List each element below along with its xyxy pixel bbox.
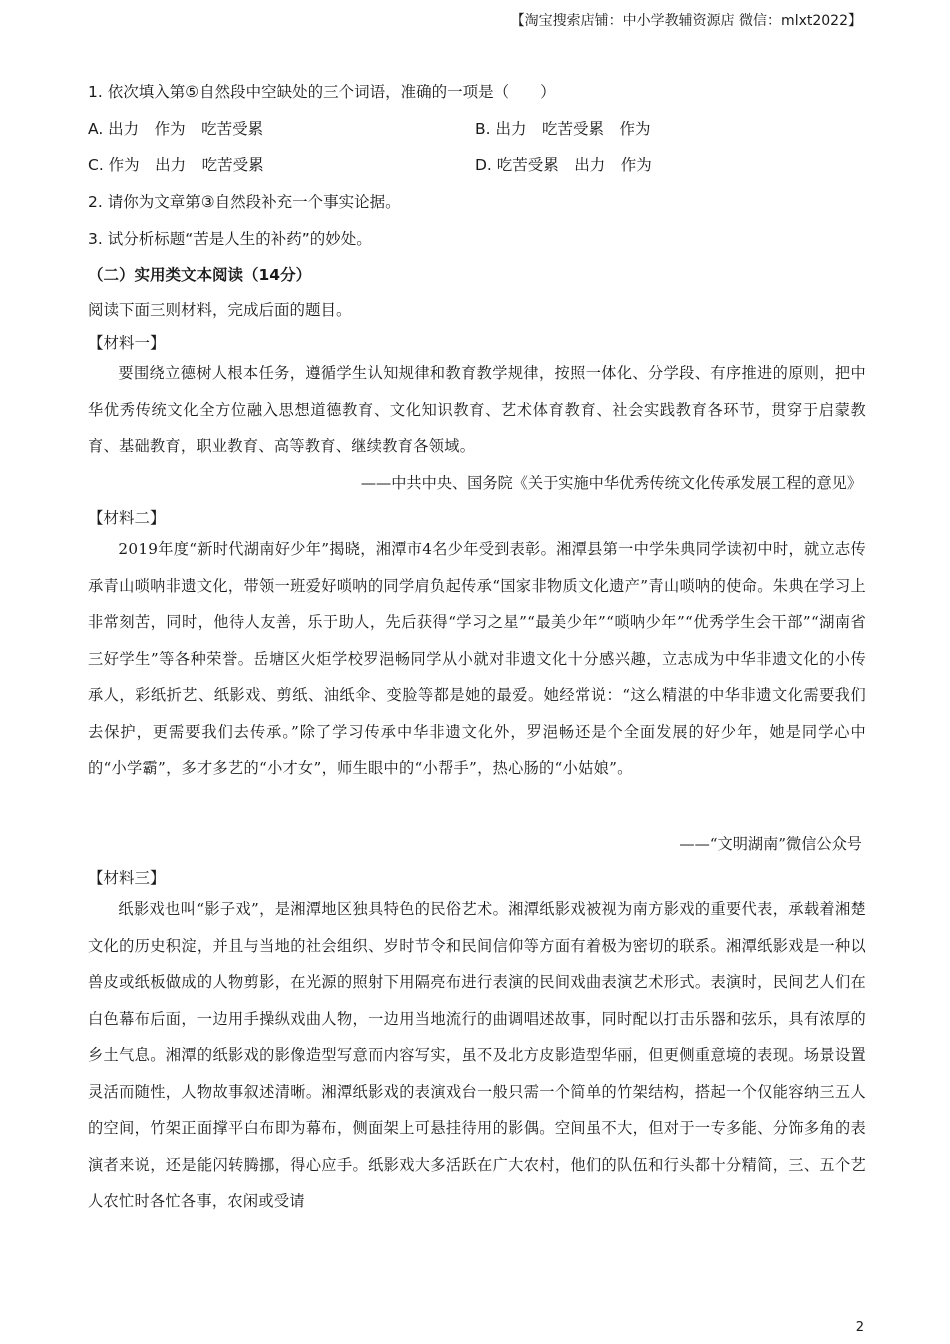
material-1-source: ——中共中央、国务院《关于实施中华优秀传统文化传承发展工程的意见》 — [360, 474, 862, 492]
material-2-tag: 【材料二】 — [88, 509, 166, 527]
question-3: 3. 试分析标题“苦是人生的补药”的妙处。 — [88, 230, 372, 248]
option-c: C. 作为 出力 吃苦受累 — [88, 156, 264, 174]
material-1-tag: 【材料一】 — [88, 334, 166, 352]
option-d: D. 吃苦受累 出力 作为 — [475, 156, 652, 174]
option-a: A. 出力 作为 吃苦受累 — [88, 120, 264, 138]
section-instruction: 阅读下面三则材料，完成后面的题目。 — [88, 301, 352, 319]
question-2: 2. 请你为文章第③自然段补充一个事实论据。 — [88, 193, 401, 211]
option-b: B. 出力 吃苦受累 作为 — [475, 120, 651, 138]
question-1: 1. 依次填入第⑤自然段中空缺处的三个词语，准确的一项是（ ） — [88, 83, 556, 101]
section-title: （二）实用类文本阅读（14分） — [88, 266, 312, 284]
material-1-text: 要围绕立德树人根本任务，遵循学生认知规律和教育教学规律，按照一体化、分学段、有序推进的原则，把中华优秀传统文化全方位融入思想道德教育、文化知识教育、艺术体育教育、社会实践教育各环节，贯穿于启蒙教育、基础教育，职业教育、高等教育、继续教育各领域。 — [88, 364, 866, 455]
material-2-text: 2019年度“新时代湖南好少年”揭晓，湘潭市4名少年受到表彰。湘潭县第一中学朱典同学读初中时，就立志传承青山唢呐非遗文化，带领一班爱好唢呐的同学肩负起传承“国家非物质文化遗产”青山唢呐的使命。朱典在学习上非常刻苦，同时，他待人友善，乐于助人，先后获得“学习之星”“最美少年”“唢呐少年”“优秀学生会干部”“湖南省三好学生”等各种荣誉。岳塘区火炬学校罗浥畅同学从小就对非遗文化十分感兴趣，立志成为中华非遗文化的小传承人，彩纸折艺、纸影戏、剪纸、油纸伞、变脸等都是她的最爱。她经常说：“这么精湛的中华非遗文化需要我们去保护，更需要我们去传承。”除了学习传承中华非遗文化外，罗浥畅还是个全面发展的好少年，她是同学心中的“小学霸”，多才多艺的“小才女”，师生眼中的“小帮手”，热心肠的“小姑娘”。 — [88, 540, 866, 777]
material-2-source: ——“文明湖南”微信公众号 — [679, 835, 862, 853]
page-header-ad: 【淘宝搜索店铺：中小学教辅资源店 微信：mlxt2022】 — [510, 13, 862, 29]
page-number: 2 — [855, 1320, 864, 1335]
material-3-text: 纸影戏也叫“影子戏”，是湘潭地区独具特色的民俗艺术。湘潭纸影戏被视为南方影戏的重要代表，承载着湘楚文化的历史积淀，并且与当地的社会组织、岁时节令和民间信仰等方面有着极为密切的联系。湘潭纸影戏是一种以兽皮或纸板做成的人物剪影，在光源的照射下用隔亮布进行表演的民间戏曲表演艺术形式。表演时，民间艺人们在白色幕布后面，一边用手操纵戏曲人物，一边用当地流行的曲调唱述故事，同时配以打击乐器和弦乐，具有浓厚的乡土气息。湘潭的纸影戏的影像造型写意而内容写实，虽不及北方皮影造型华丽，但更侧重意境的表现。场景设置灵活而随性，人物故事叙述清晰。湘潭纸影戏的表演戏台一般只需一个简单的竹架结构，搭起一个仅能容纳三五人的空间，竹架正面撑平白布即为幕布，侧面架上可悬挂待用的影偶。空间虽不大，但对于一专多能、分饰多角的表演者来说，还是能闪转腾挪，得心应手。纸影戏大多活跃在广大农村，他们的队伍和行头都十分精简，三、五个艺人农忙时各忙各事，农闲或受请 — [88, 900, 866, 1210]
material-3-tag: 【材料三】 — [88, 869, 166, 887]
